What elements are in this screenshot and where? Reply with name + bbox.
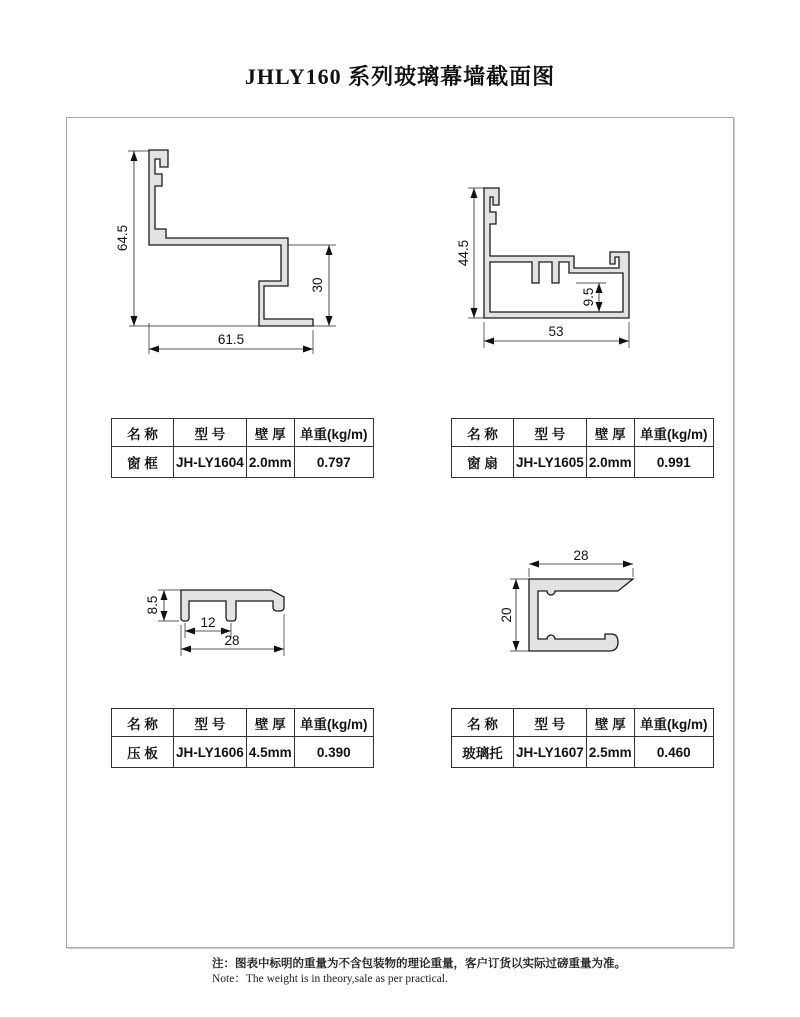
table-row — [452, 737, 714, 768]
header-name: 名 称 — [112, 709, 174, 737]
cell-thickness: 2.0mm — [246, 447, 294, 478]
profile-drawing-window-sash — [456, 176, 706, 366]
cell-name: 压 板 — [112, 737, 174, 768]
dim-height-label: 8.5 — [145, 595, 160, 615]
dim-height-label: 44.5 — [456, 239, 471, 267]
profile-drawing-pressure-plate — [141, 576, 339, 681]
table-header-row — [112, 709, 374, 737]
header-thickness: 壁 厚 — [586, 709, 634, 737]
header-weight: 单重(kg/m) — [294, 709, 373, 737]
dim-side-label: 30 — [310, 277, 325, 293]
cell-name: 玻璃托 — [452, 737, 514, 768]
dim-height-label: 20 — [499, 607, 514, 623]
cell-thickness: 2.0mm — [586, 447, 634, 478]
dim-width-label: 28 — [573, 548, 589, 563]
table-header-row — [112, 419, 374, 447]
header-name: 名 称 — [112, 419, 174, 447]
header-model: 型 号 — [514, 709, 587, 737]
cell-thickness: 4.5mm — [246, 737, 294, 768]
profile-outline — [181, 590, 284, 621]
dim-height-label: 64.5 — [115, 224, 130, 252]
cell-weight: 0.460 — [634, 737, 713, 768]
header-model: 型 号 — [174, 419, 247, 447]
dim-width-label: 53 — [548, 324, 564, 339]
dim-width-label: 61.5 — [217, 332, 245, 347]
cell-model: JH-LY1607 — [514, 737, 587, 768]
dim-width-label: 28 — [224, 633, 240, 648]
dim-inner-label: 12 — [200, 615, 216, 630]
cell-weight: 0.797 — [294, 447, 373, 478]
spec-table-window-frame — [111, 418, 374, 478]
header-name: 名 称 — [452, 709, 514, 737]
header-thickness: 壁 厚 — [246, 419, 294, 447]
footnote-en: Note：The weight is in theory,sale as per practical. — [212, 973, 448, 985]
header-model: 型 号 — [514, 419, 587, 447]
cell-name: 窗 框 — [112, 447, 174, 478]
profile-drawing-glass-support — [496, 546, 666, 666]
footnote — [212, 957, 632, 987]
cell-name: 窗 扇 — [452, 447, 514, 478]
cell-model: JH-LY1606 — [174, 737, 247, 768]
header-thickness: 壁 厚 — [246, 709, 294, 737]
drawing-sheet-border — [66, 117, 734, 948]
spec-table-pressure-plate — [111, 708, 374, 768]
spec-table-glass-support — [451, 708, 714, 768]
cell-thickness: 2.5mm — [586, 737, 634, 768]
table-row — [112, 447, 374, 478]
header-weight: 单重(kg/m) — [634, 709, 713, 737]
table-header-row — [452, 709, 714, 737]
cell-model: JH-LY1604 — [174, 447, 247, 478]
profile-drawing-window-frame — [98, 134, 348, 364]
table-row — [112, 737, 374, 768]
table-row — [452, 447, 714, 478]
cell-weight: 0.390 — [294, 737, 373, 768]
profile-outline — [529, 579, 633, 651]
dim-inner-label: 9.5 — [581, 287, 596, 307]
footnote-cn: 注：图表中标明的重量为不含包装物的理论重量，客户订货以实际过磅重量为准。 — [212, 958, 626, 970]
spec-table-window-sash — [451, 418, 714, 478]
header-name: 名 称 — [452, 419, 514, 447]
profile-outline — [149, 150, 313, 326]
cell-model: JH-LY1605 — [514, 447, 587, 478]
header-weight: 单重(kg/m) — [634, 419, 713, 447]
profile-outline — [484, 188, 629, 318]
header-model: 型 号 — [174, 709, 247, 737]
header-weight: 单重(kg/m) — [294, 419, 373, 447]
page-title: JHLY160 系列玻璃幕墙截面图 — [244, 64, 556, 89]
header-thickness: 壁 厚 — [586, 419, 634, 447]
table-header-row — [452, 419, 714, 447]
cell-weight: 0.991 — [634, 447, 713, 478]
